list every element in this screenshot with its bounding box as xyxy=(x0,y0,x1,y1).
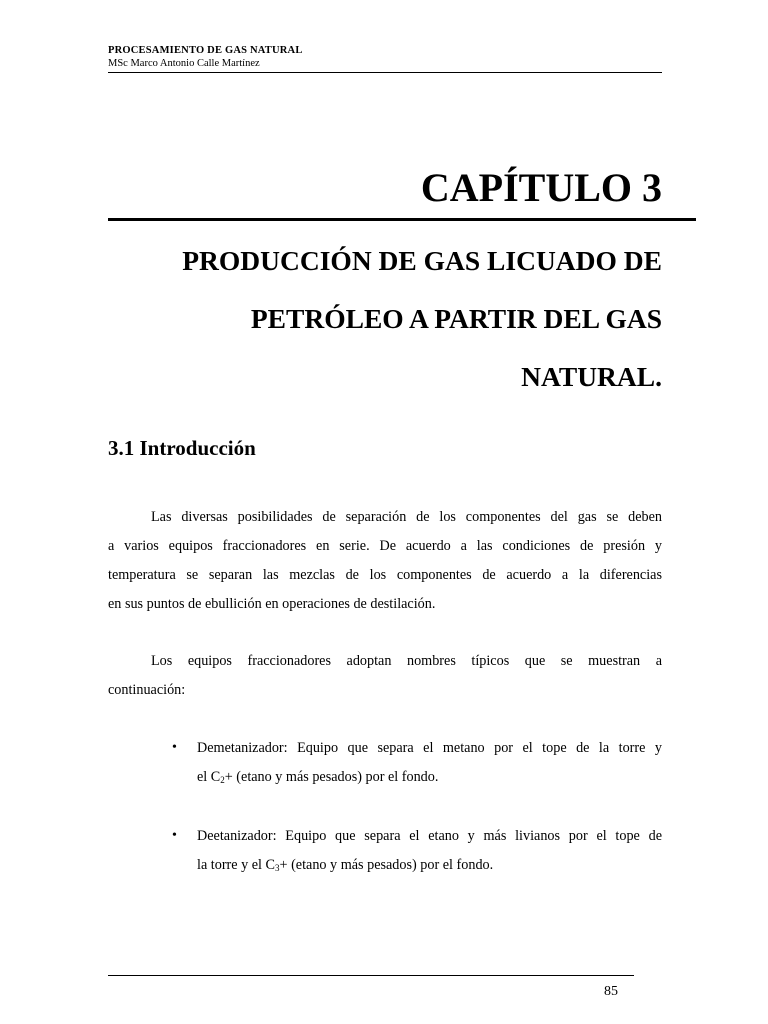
bullet-line: la torre y el $C_3+ (etano$ y más pesados) por el fondo. xyxy=(197,857,494,873)
paragraph-line: temperatura se separan las mezclas de los componentes de acuerdo a la diferencias xyxy=(108,567,662,583)
chapter-title-line: NATURAL. xyxy=(521,361,662,392)
section-heading: 3.1 Introducción xyxy=(108,436,256,460)
bullet-icon: • xyxy=(172,828,177,843)
intro-paragraph xyxy=(108,503,662,619)
chapter-title-line: PRODUCCIÓN DE GAS LICUADO DE xyxy=(182,245,662,276)
page-number: 85 xyxy=(604,984,618,999)
bullet-icon: • xyxy=(172,740,177,755)
paragraph-line: en sus puntos de ebullición en operaciones de destilación. xyxy=(108,596,436,612)
paragraph-line: Los equipos fraccionadores adoptan nombres típicos que se muestran a xyxy=(151,653,662,669)
equipment-paragraph xyxy=(108,647,662,705)
running-header xyxy=(108,44,662,73)
bullet-item-deetanizador xyxy=(197,822,662,883)
header-author: MSc Marco Antonio Calle Martínez xyxy=(108,58,260,69)
header-title: PROCESAMIENTO DE GAS NATURAL xyxy=(108,45,303,56)
bullet-item-demetanizador xyxy=(197,734,662,795)
bullet-line: Deetanizador: Equipo que separa el etano y más livianos por el tope de xyxy=(197,828,662,844)
bullet-line: Demetanizador: Equipo que separa el metano por el tope de la torre y xyxy=(197,740,662,756)
bullet-line: el $C_2+ (etano$ y más pesados) por el fondo. xyxy=(197,769,439,785)
chapter-title-line: PETRÓLEO A PARTIR DEL GAS xyxy=(250,303,662,334)
chapter-title xyxy=(108,232,662,406)
paragraph-line: continuación: xyxy=(108,682,186,698)
chapter-divider xyxy=(108,218,696,221)
paragraph-line: a varios equipos fraccionadores en serie. De acuerdo a las condiciones de presión y xyxy=(108,538,662,554)
chapter-label: CAPÍTULO 3 xyxy=(420,165,662,210)
paragraph-line: Las diversas posibilidades de separación de los componentes del gas se deben xyxy=(151,509,662,525)
footer-divider xyxy=(108,975,634,976)
